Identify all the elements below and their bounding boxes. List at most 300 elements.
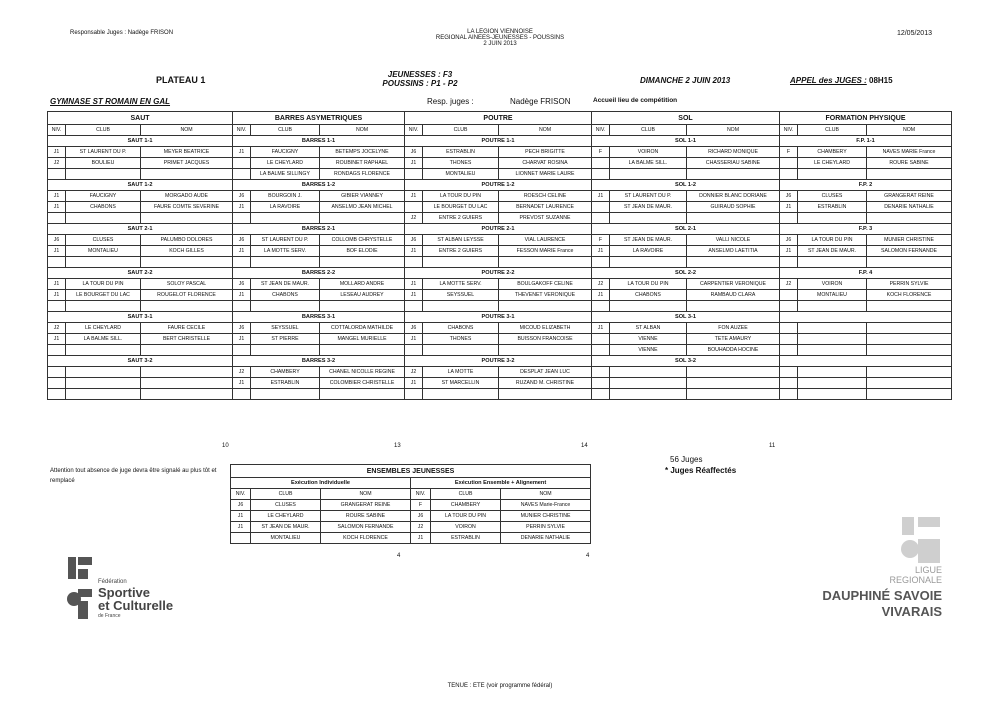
judge-club: VOIRON bbox=[431, 522, 501, 533]
judge-level bbox=[780, 169, 798, 180]
judge-level: J6 bbox=[231, 500, 251, 511]
col-nom: NOM bbox=[321, 489, 411, 500]
judge-name: FESSON MARIE France bbox=[499, 246, 592, 257]
judge-level bbox=[592, 378, 610, 389]
rotation-label: BARRES 3-1 bbox=[233, 312, 405, 323]
judge-level: J1 bbox=[592, 191, 610, 202]
judge-level bbox=[780, 345, 798, 356]
judge-name: MOLLARD ANDRE bbox=[320, 279, 405, 290]
print-date: 12/05/2013 bbox=[896, 30, 932, 37]
judge-level: J2 bbox=[405, 213, 423, 224]
judge-club: LA RAVOIRE bbox=[251, 202, 320, 213]
judge-club: LA TOUR DU PIN bbox=[66, 279, 141, 290]
judge-name: BUISSON FRANCOISE bbox=[499, 334, 592, 345]
judge-club bbox=[251, 301, 320, 312]
judge-row bbox=[233, 202, 405, 213]
judge-name: VALLI NICOLE bbox=[687, 235, 780, 246]
judge-level: J1 bbox=[233, 290, 251, 301]
judge-name bbox=[141, 257, 233, 268]
judge-name bbox=[867, 389, 952, 400]
judge-club: ESTRABLIN bbox=[423, 147, 499, 158]
judge-level bbox=[592, 169, 610, 180]
col-club: CLUB bbox=[423, 125, 499, 136]
judge-name: KOCH FLORENCE bbox=[867, 290, 952, 301]
judge-level bbox=[48, 301, 66, 312]
judge-name: PERRIN SYLVIE bbox=[867, 279, 952, 290]
judge-level bbox=[780, 158, 798, 169]
judge-name bbox=[141, 169, 233, 180]
judge-level: J2 bbox=[780, 279, 798, 290]
organizer-name: LA LEGION VIENNOISE bbox=[467, 29, 533, 35]
judge-row bbox=[780, 169, 952, 180]
judge-name bbox=[141, 345, 233, 356]
judge-level: J2 bbox=[233, 367, 251, 378]
judge-row bbox=[405, 191, 592, 202]
judge-level bbox=[592, 202, 610, 213]
judge-club: ST JEAN DE MAUR. bbox=[251, 279, 320, 290]
col-club: CLUB bbox=[610, 125, 687, 136]
judge-level bbox=[780, 334, 798, 345]
judge-club: CHABONS bbox=[610, 290, 687, 301]
judge-club: SEYSSUEL bbox=[251, 323, 320, 334]
apparatus-table bbox=[779, 111, 952, 400]
rotation-label: SAUT 2-2 bbox=[48, 268, 233, 279]
judge-name bbox=[320, 257, 405, 268]
judge-level: J1 bbox=[233, 334, 251, 345]
judge-row bbox=[592, 191, 780, 202]
judge-club: LA MOTTE SERV. bbox=[251, 246, 320, 257]
col-niv: NIV. bbox=[48, 125, 66, 136]
rotation-label: SOL 3-1 bbox=[592, 312, 780, 323]
judge-level bbox=[233, 345, 251, 356]
judge-name: CHARVAT ROSINA bbox=[499, 158, 592, 169]
judge-club: CHABONS bbox=[251, 290, 320, 301]
judge-level: J1 bbox=[592, 246, 610, 257]
judge-club bbox=[251, 345, 320, 356]
col-niv: NIV. bbox=[411, 489, 431, 500]
judge-club: VIENNE bbox=[610, 345, 687, 356]
judge-level bbox=[780, 301, 798, 312]
judge-name: CARPENTIER VERONIQUE bbox=[687, 279, 780, 290]
judge-row bbox=[48, 301, 233, 312]
judge-level: J2 bbox=[411, 522, 431, 533]
judge-level: J1 bbox=[231, 511, 251, 522]
judge-row bbox=[780, 290, 952, 301]
judge-club bbox=[66, 389, 141, 400]
judge-row bbox=[780, 301, 952, 312]
judge-level: J1 bbox=[48, 191, 66, 202]
judge-club: CHAMBERY bbox=[798, 147, 867, 158]
judge-club: THONES bbox=[423, 334, 499, 345]
judge-level bbox=[48, 345, 66, 356]
apparatus-table bbox=[404, 111, 592, 400]
judge-level: J1 bbox=[233, 147, 251, 158]
judge-club: VOIRON bbox=[798, 279, 867, 290]
judge-name bbox=[499, 389, 592, 400]
judge-name: CHANEL NICOLLE REGINE bbox=[320, 367, 405, 378]
judge-row bbox=[405, 169, 592, 180]
judge-name bbox=[867, 301, 952, 312]
judge-name: GRANGERAT REINE bbox=[321, 500, 411, 511]
ensembles-left-count: 4 bbox=[397, 553, 401, 559]
judge-row bbox=[48, 169, 233, 180]
judge-name: MEYER BEATRICE bbox=[141, 147, 233, 158]
judge-row bbox=[233, 246, 405, 257]
apparatus-table bbox=[232, 111, 405, 400]
judge-name: PECH BRIGITTE bbox=[499, 147, 592, 158]
judge-club: LA TOUR DU PIN bbox=[431, 511, 501, 522]
judge-name bbox=[141, 301, 233, 312]
judge-name bbox=[867, 345, 952, 356]
judge-club bbox=[798, 213, 867, 224]
judge-level bbox=[405, 389, 423, 400]
judge-name bbox=[687, 213, 780, 224]
judge-club: ENTRE 2 GUIERS bbox=[423, 213, 499, 224]
judge-club: ESTRABLIN bbox=[251, 378, 320, 389]
venue: GYMNASE ST ROMAIN EN GAL bbox=[50, 97, 171, 106]
judge-row bbox=[233, 345, 405, 356]
judge-club bbox=[423, 345, 499, 356]
judge-level: J1 bbox=[233, 202, 251, 213]
judge-row bbox=[592, 301, 780, 312]
col-club: CLUB bbox=[251, 125, 320, 136]
judge-level: J1 bbox=[231, 522, 251, 533]
judge-name bbox=[499, 301, 592, 312]
judge-name: DENARIE NATHALIE bbox=[501, 533, 591, 544]
ensemble-row bbox=[231, 533, 591, 544]
judge-level: J1 bbox=[405, 279, 423, 290]
judge-name bbox=[320, 213, 405, 224]
exec-individual-title: Exécution Individuelle bbox=[231, 478, 411, 489]
apparatus-title: SAUT bbox=[48, 112, 233, 125]
judge-name bbox=[687, 301, 780, 312]
judge-level: J6 bbox=[233, 191, 251, 202]
rotation-label: POUTRE 2-1 bbox=[405, 224, 592, 235]
rotation-label: SOL 1-2 bbox=[592, 180, 780, 191]
judge-name bbox=[687, 169, 780, 180]
judge-level: J2 bbox=[48, 323, 66, 334]
judge-row bbox=[592, 378, 780, 389]
rotation-label: F.P. 4 bbox=[780, 268, 952, 279]
judge-club bbox=[610, 389, 687, 400]
judge-name: BERT CHRISTELLE bbox=[141, 334, 233, 345]
judge-club bbox=[423, 301, 499, 312]
judge-level: J6 bbox=[405, 323, 423, 334]
judge-row bbox=[592, 202, 780, 213]
judge-club: CHABONS bbox=[423, 323, 499, 334]
apparatus-judge-count: 14 bbox=[581, 443, 588, 449]
judge-row bbox=[592, 389, 780, 400]
judge-club bbox=[798, 367, 867, 378]
judge-club: ST MARCELLIN bbox=[423, 378, 499, 389]
judge-row bbox=[592, 158, 780, 169]
judge-level: J2 bbox=[405, 367, 423, 378]
judge-club: LA BALME SILL. bbox=[610, 158, 687, 169]
col-nom: NOM bbox=[867, 125, 952, 136]
judge-row bbox=[233, 334, 405, 345]
judge-club bbox=[610, 257, 687, 268]
judge-club: CHABONS bbox=[66, 202, 141, 213]
rotation-label: BARRES 1-2 bbox=[233, 180, 405, 191]
rotation-label: POUTRE 1-2 bbox=[405, 180, 592, 191]
col-niv: NIV. bbox=[233, 125, 251, 136]
judge-club: ST JEAN DE MAUR. bbox=[610, 202, 687, 213]
judge-level bbox=[780, 323, 798, 334]
judge-name: BERNADET LAURENCE bbox=[499, 202, 592, 213]
judge-level bbox=[592, 213, 610, 224]
judge-row bbox=[48, 323, 233, 334]
judge-name: DONNIER BLANC DORIANE bbox=[687, 191, 780, 202]
judge-level bbox=[405, 202, 423, 213]
judge-level bbox=[780, 257, 798, 268]
judge-club: LA BALME SILL. bbox=[66, 334, 141, 345]
judge-club: LA TOUR DU PIN bbox=[423, 191, 499, 202]
appel-juges bbox=[790, 76, 893, 85]
judge-club: MONTALIEU bbox=[66, 246, 141, 257]
judge-name: KOCH FLORENCE bbox=[321, 533, 411, 544]
judge-name: ROURE SABINE bbox=[867, 158, 952, 169]
judge-club bbox=[798, 378, 867, 389]
rotation-label: POUTRE 1-1 bbox=[405, 136, 592, 147]
accueil-note: Accueil lieu de compétition bbox=[593, 97, 678, 104]
judge-club: BOURGOIN J. bbox=[251, 191, 320, 202]
judge-row bbox=[405, 246, 592, 257]
judge-row bbox=[48, 334, 233, 345]
judge-club: THONES bbox=[423, 158, 499, 169]
judge-level bbox=[592, 301, 610, 312]
judge-name: PRIMET JACQUES bbox=[141, 158, 233, 169]
judge-row bbox=[405, 345, 592, 356]
judge-level: J1 bbox=[405, 378, 423, 389]
judge-row bbox=[405, 257, 592, 268]
col-club: CLUB bbox=[66, 125, 141, 136]
judge-club bbox=[423, 257, 499, 268]
judge-club: FAUCIGNY bbox=[66, 191, 141, 202]
judge-name: MORGADO AUDE bbox=[141, 191, 233, 202]
judge-club: ESTRABLIN bbox=[798, 202, 867, 213]
judge-level: J1 bbox=[405, 158, 423, 169]
judge-club: VOIRON bbox=[610, 147, 687, 158]
judge-name: DENARIE NATHALIE bbox=[867, 202, 952, 213]
rotation-label: SOL 1-1 bbox=[592, 136, 780, 147]
judge-row bbox=[233, 367, 405, 378]
judge-club bbox=[66, 257, 141, 268]
judge-name: DESPLAT JEAN LUC bbox=[499, 367, 592, 378]
col-nom: NOM bbox=[141, 125, 233, 136]
judge-row bbox=[233, 323, 405, 334]
judge-level bbox=[48, 169, 66, 180]
judge-name: MICOUD ELIZABETH bbox=[499, 323, 592, 334]
judge-name: MUNIER CHRISTINE bbox=[867, 235, 952, 246]
judge-club bbox=[798, 169, 867, 180]
categories-jeunesses: JEUNESSES : F3 bbox=[387, 70, 453, 79]
region-line4: VIVARAIS bbox=[881, 604, 942, 619]
judge-level bbox=[231, 533, 251, 544]
judge-club: CLUSES bbox=[66, 235, 141, 246]
regional-league-logo bbox=[810, 515, 950, 635]
col-niv: NIV. bbox=[405, 125, 423, 136]
judge-row bbox=[405, 235, 592, 246]
judge-club: LA RAVOIRE bbox=[610, 246, 687, 257]
judge-row bbox=[780, 257, 952, 268]
judge-name: SALOMON FERNANDE bbox=[321, 522, 411, 533]
judge-row bbox=[592, 323, 780, 334]
appel-time: 08H15 bbox=[869, 76, 893, 85]
judge-level bbox=[592, 334, 610, 345]
judge-club: ST LAURENT DU P. bbox=[610, 191, 687, 202]
judge-row bbox=[405, 301, 592, 312]
judge-name: LESEAU AUDREY bbox=[320, 290, 405, 301]
judge-name bbox=[867, 169, 952, 180]
judge-club: LA TOUR DU PIN bbox=[798, 235, 867, 246]
judge-name bbox=[867, 323, 952, 334]
judge-club bbox=[610, 378, 687, 389]
judge-name bbox=[867, 334, 952, 345]
judge-row bbox=[405, 290, 592, 301]
judge-club bbox=[66, 367, 141, 378]
rotation-label: BARRES 3-2 bbox=[233, 356, 405, 367]
judge-club: VIENNE bbox=[610, 334, 687, 345]
judge-level bbox=[592, 367, 610, 378]
judge-row bbox=[48, 378, 233, 389]
categories-poussins: POUSSINS : P1 - P2 bbox=[382, 79, 458, 88]
judge-club: LA MOTTE SERV. bbox=[423, 279, 499, 290]
judge-club: MONTALIEU bbox=[251, 533, 321, 544]
judge-club bbox=[251, 257, 320, 268]
col-nom: NOM bbox=[687, 125, 780, 136]
judge-row bbox=[405, 213, 592, 224]
responsible-judges: Responsable Juges : Nadège FRISON bbox=[70, 30, 174, 36]
judge-name: PALUMBO DOLORES bbox=[141, 235, 233, 246]
judge-level: J1 bbox=[592, 323, 610, 334]
judge-row bbox=[48, 290, 233, 301]
judge-level: J2 bbox=[48, 158, 66, 169]
col-niv: NIV. bbox=[780, 125, 798, 136]
judge-row bbox=[780, 367, 952, 378]
judge-level: J1 bbox=[48, 202, 66, 213]
judge-level: J1 bbox=[48, 279, 66, 290]
judge-row bbox=[592, 257, 780, 268]
regional-emblem-icon bbox=[900, 515, 944, 565]
judge-level: J6 bbox=[233, 235, 251, 246]
judge-name bbox=[687, 257, 780, 268]
judge-row bbox=[48, 345, 233, 356]
judge-row bbox=[48, 158, 233, 169]
col-nom: NOM bbox=[499, 125, 592, 136]
judge-row bbox=[233, 213, 405, 224]
ensemble-row bbox=[231, 522, 591, 533]
judge-club: MONTALIEU bbox=[798, 290, 867, 301]
judge-level bbox=[405, 301, 423, 312]
judge-club: CHAMBERY bbox=[431, 500, 501, 511]
resp-juges-name: Nadège FRISON bbox=[510, 97, 571, 106]
judge-club bbox=[798, 334, 867, 345]
judge-level bbox=[48, 367, 66, 378]
judge-row bbox=[780, 389, 952, 400]
judge-name bbox=[687, 389, 780, 400]
region-line1: LIGUE bbox=[914, 565, 942, 575]
judge-row bbox=[48, 279, 233, 290]
ensembles-right-count: 4 bbox=[586, 553, 590, 559]
judge-row bbox=[780, 235, 952, 246]
ensembles-table bbox=[230, 464, 591, 544]
judge-name: CHASSERIAU SABINE bbox=[687, 158, 780, 169]
judge-row bbox=[405, 378, 592, 389]
judge-row bbox=[592, 147, 780, 158]
judge-club bbox=[66, 345, 141, 356]
judge-name: THEVENET VERONIQUE bbox=[499, 290, 592, 301]
ffsc-line1: Fédération bbox=[98, 579, 127, 585]
judge-row bbox=[592, 235, 780, 246]
judge-name: RICHARD MONIQUE bbox=[687, 147, 780, 158]
judge-club: LE BOURGET DU LAC bbox=[423, 202, 499, 213]
apparatus-judge-count: 13 bbox=[394, 443, 401, 449]
judge-club bbox=[66, 301, 141, 312]
judge-level: F bbox=[592, 235, 610, 246]
apparatus-table bbox=[591, 111, 780, 400]
judge-name bbox=[867, 367, 952, 378]
judge-name bbox=[867, 257, 952, 268]
ffsc-line2: Sportive bbox=[98, 585, 151, 600]
apparatus-judge-count: 11 bbox=[769, 443, 776, 449]
judge-row bbox=[780, 345, 952, 356]
apparatus-title: POUTRE bbox=[405, 112, 592, 125]
judge-level bbox=[405, 169, 423, 180]
judge-row bbox=[780, 279, 952, 290]
judge-level: J1 bbox=[405, 290, 423, 301]
judge-name bbox=[687, 378, 780, 389]
organizer-block bbox=[420, 29, 580, 47]
judge-row bbox=[780, 191, 952, 202]
judge-row bbox=[405, 147, 592, 158]
judge-row bbox=[780, 147, 952, 158]
judge-row bbox=[48, 202, 233, 213]
judge-level bbox=[780, 213, 798, 224]
judge-name bbox=[867, 213, 952, 224]
judge-row bbox=[592, 367, 780, 378]
ensemble-row bbox=[231, 511, 591, 522]
judge-level: F bbox=[780, 147, 798, 158]
rotation-label: POUTRE 2-2 bbox=[405, 268, 592, 279]
judge-level bbox=[233, 158, 251, 169]
appel-label: APPEL des JUGES : bbox=[790, 76, 867, 85]
judge-name: GUIRAUD SOPHIE bbox=[687, 202, 780, 213]
judge-row bbox=[405, 389, 592, 400]
judge-level bbox=[592, 345, 610, 356]
judge-name: PERRIN SYLVIE bbox=[501, 522, 591, 533]
judge-club: ST JEAN DE MAUR. bbox=[251, 522, 321, 533]
judge-club: CHAMBERY bbox=[251, 367, 320, 378]
judge-level bbox=[592, 389, 610, 400]
apparatus-title: FORMATION PHYSIQUE bbox=[780, 112, 952, 125]
judge-level: J1 bbox=[405, 246, 423, 257]
competition-date: 2 JUIN 2013 bbox=[483, 41, 517, 47]
rotation-label bbox=[780, 356, 952, 367]
judge-name bbox=[141, 213, 233, 224]
col-club: CLUB bbox=[798, 125, 867, 136]
rotation-label: F.P. 1-1 bbox=[780, 136, 952, 147]
apparatus-title: BARRES ASYMETRIQUES bbox=[233, 112, 405, 125]
judge-name bbox=[499, 257, 592, 268]
judge-row bbox=[233, 290, 405, 301]
judge-name: SALOMON FERNANDE bbox=[867, 246, 952, 257]
ffsc-line3: et Culturelle bbox=[98, 598, 174, 613]
judge-row bbox=[592, 213, 780, 224]
judge-club: ST LAURENT DU P. bbox=[251, 235, 320, 246]
rotation-label: POUTRE 3-2 bbox=[405, 356, 592, 367]
col-niv: NIV. bbox=[231, 489, 251, 500]
judge-row bbox=[48, 147, 233, 158]
